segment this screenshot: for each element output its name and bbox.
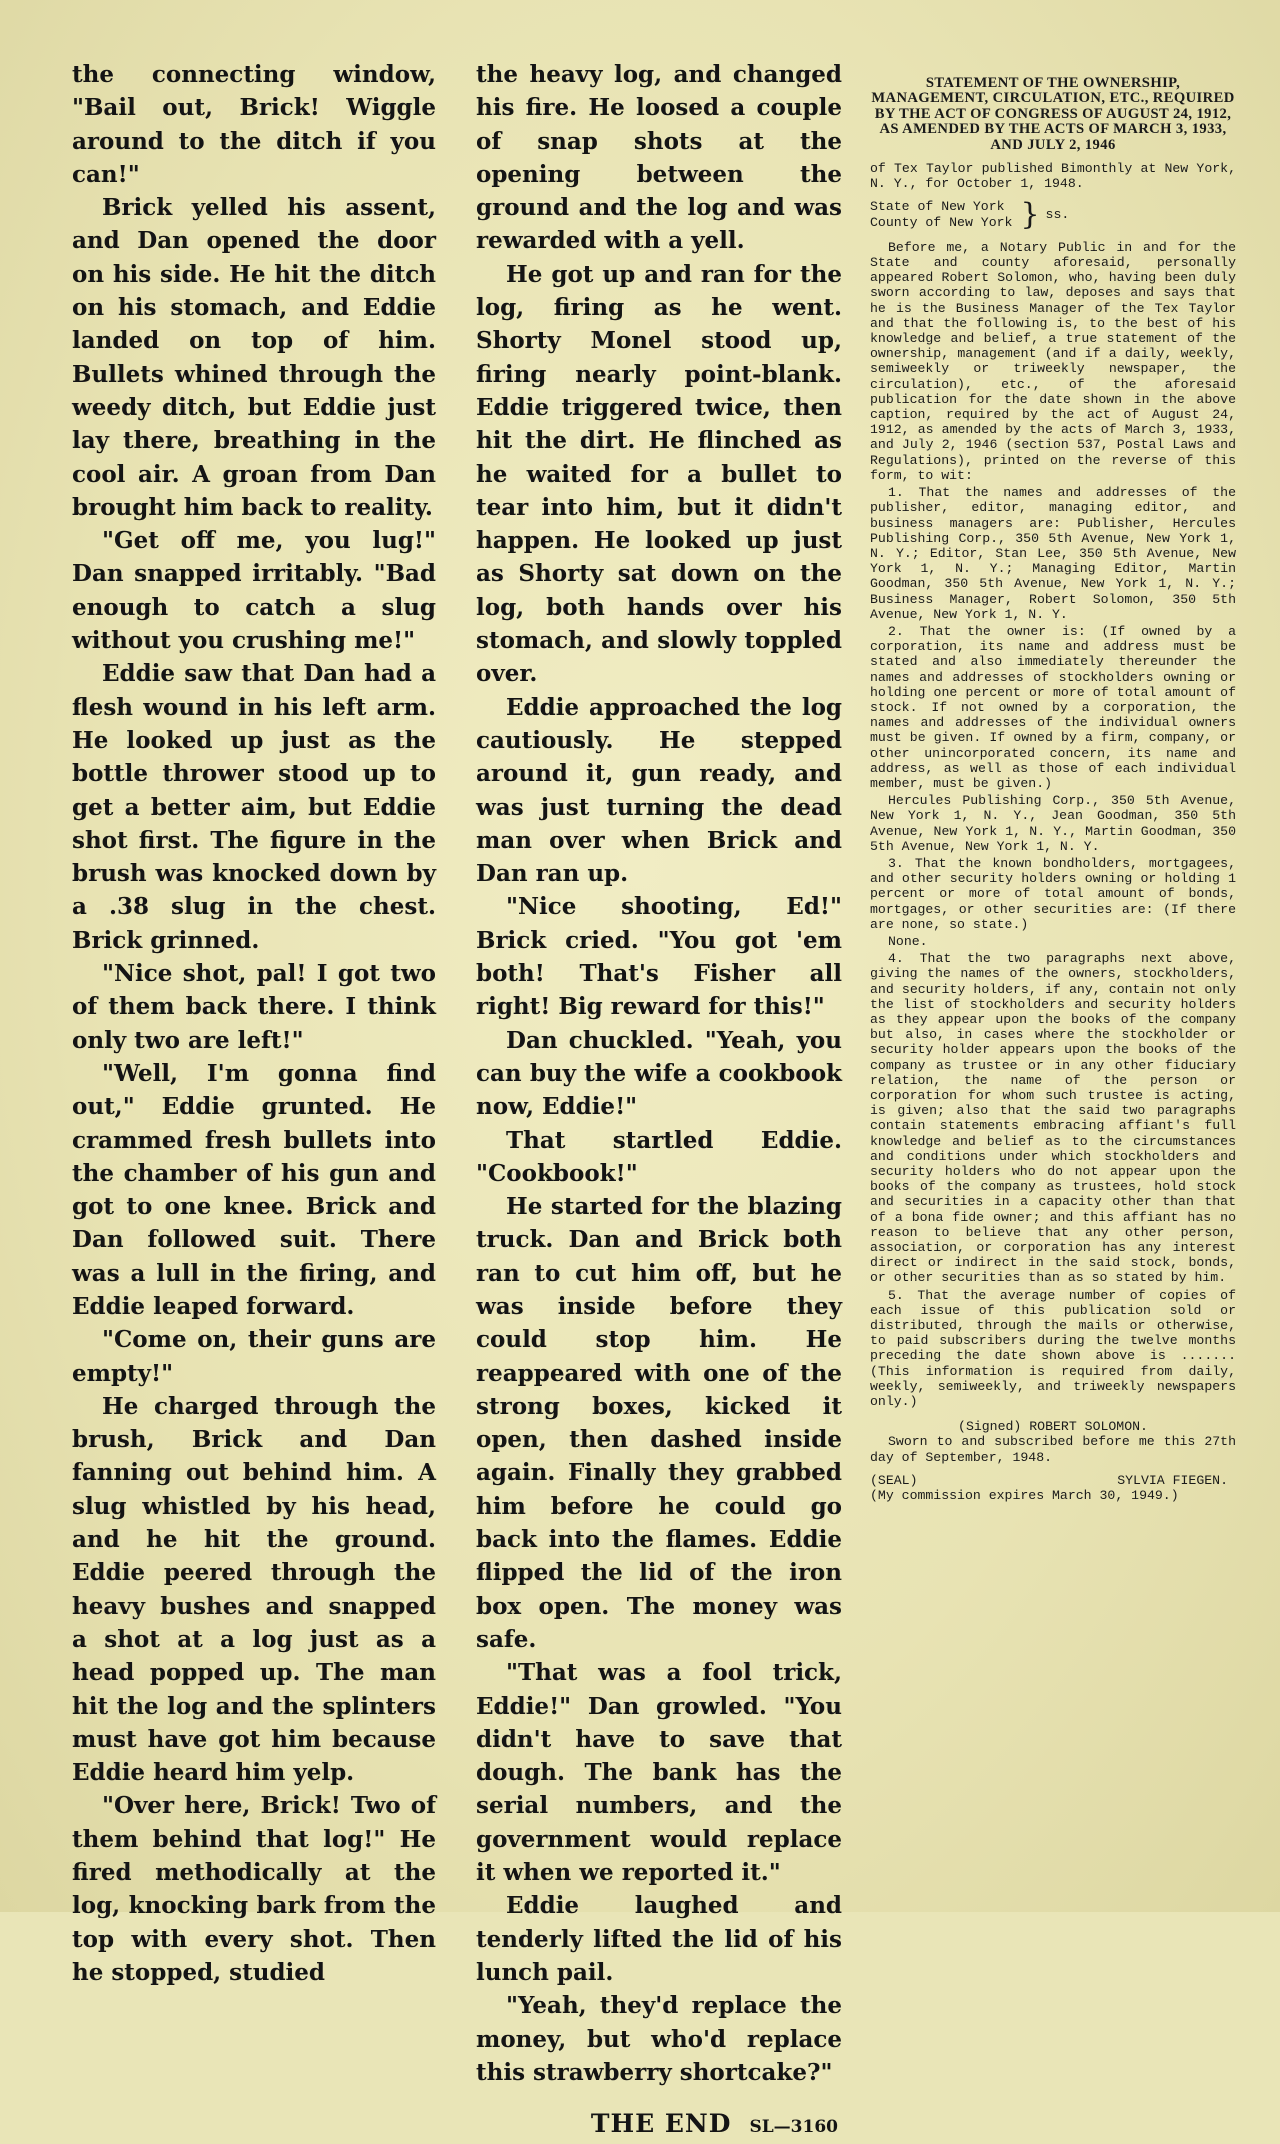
venue-ss: ss. xyxy=(1045,207,1070,223)
story-paragraph: "Yeah, they'd replace the money, but who'd replace this strawberry shortcake?" xyxy=(476,1992,842,2086)
venue-county: County of New York xyxy=(870,214,1013,230)
statement-paragraph: 1. That the names and addresses of the publisher, editor, managing editor, and business managers are: Publisher, Hercules Publishing Corp., 350 5th Avenue, New York 1, N. Y.; Editor, Stan Lee, 350 5th Avenue, New York 1, N. Y.; Managing Editor, Martin Goodman, 350 5th Avenue, New York 1, N. Y.; Business Manager, Robert Solomon, 350 5th Avenue, New York 1, N. Y. xyxy=(870,485,1236,622)
seal-label: (SEAL) xyxy=(870,1472,918,1488)
story-paragraph: He charged through the brush, Brick and Dan fanning out behind him. A slug whistled by his head, and he hit the ground. Eddie peered through the heavy bushes and snapped a shot at a log just as a head popped up. The man hit the log and the splinters must have got him because Eddie heard him yelp. xyxy=(72,1392,436,1787)
story-code: SL—3160 xyxy=(749,2117,838,2138)
story-paragraph: Eddie approached the log cautiously. He stepped around it, gun ready, and was just turning the dead man over when Brick and Dan ran up. xyxy=(476,693,842,888)
story-paragraph: the connecting window, "Bail out, Brick! Wiggle around to the ditch if you can!" xyxy=(72,61,436,188)
story-paragraph: "Get off me, you lug!" Dan snapped irritably. "Bad enough to catch a slug without you crushing me!" xyxy=(72,527,436,655)
story-paragraph: He got up and ran for the log, firing as he went. Shorty Monel stood up, firing nearly point-blank. Eddie triggered twice, then hit the dirt. He flinched as he waited for a bullet to tear into him, but it didn't happen. He looked up just as Shorty sat down on the log, both hands over his stomach, and slowly toppled over. xyxy=(476,260,842,688)
seal-row xyxy=(870,1473,1236,1488)
commission-line: (My commission expires March 30, 1949.) xyxy=(870,1488,1179,1504)
venue-state: State of New York xyxy=(870,199,1005,215)
story-paragraph: "Come on, their guns are empty!" xyxy=(72,1326,436,1387)
story-paragraph: He started for the blazing truck. Dan and Brick both ran to cut him off, but he was inside before they could stop him. He reappeared with one of the strong boxes, kicked it open, then dashed inside again. Finally they grabbed him before he could go back into the flames. Eddie flipped the lid of the iron box open. The money was safe. xyxy=(476,1193,842,1653)
statement-paragraph: Hercules Publishing Corp., 350 5th Avenue, New York 1, N. Y., Jean Goodman, 350 5th Avenue, New York 1, N. Y., Martin Goodman, 350 5th Avenue, New York 1, N. Y. xyxy=(870,793,1236,854)
notary-name: SYLVIA FIEGEN. xyxy=(1117,1472,1228,1488)
statement-paragraph: None. xyxy=(888,933,928,949)
story-column-2 xyxy=(476,58,842,2144)
story-paragraph: "That was a fool trick, Eddie!" Dan growled. "You didn't have to save that dough. The bank has the serial numbers, and the government would replace it when we reported it." xyxy=(476,1659,842,1887)
story-paragraph: Eddie saw that Dan had a flesh wound in his left arm. He looked up just as the bottle thrower stood up to get a better aim, but Eddie shot first. The figure in the brush was knocked down by a .38 slug in the chest. Brick grinned. xyxy=(72,660,436,954)
statement-heading: STATEMENT OF THE OWNERSHIP, MANAGEMENT, CIRCULATION, ETC., REQUIRED BY THE ACT OF CONGRESS OF AUGUST 24, 1912, AS AMENDED BY THE ACTS OF MARCH 3, 1933, AND JULY 2, 1946 xyxy=(871,75,1235,153)
story-paragraph: Eddie laughed and tenderly lifted the lid of his lunch pail. xyxy=(476,1892,842,1986)
story-paragraph: "Nice shooting, Ed!" Brick cried. "You got 'em both! That's Fisher all right! Big reward for this!" xyxy=(476,893,842,1021)
sworn-line: Sworn to and subscribed before me this 27th day of September, 1948. xyxy=(870,1434,1236,1465)
statement-intro: of Tex Taylor published Bimonthly at New York, N. Y., for October 1, 1948. xyxy=(870,161,1236,192)
venue-block xyxy=(870,196,1236,232)
story-paragraph: Dan chuckled. "Yeah, you can buy the wife a cookbook now, Eddie!" xyxy=(476,1026,842,1121)
story-paragraph: "Well, I'm gonna find out," Eddie grunted. He crammed fresh bullets into the chamber of his gun and got to one knee. Brick and Dan followed suit. There was a lull in the firing, and Eddie leaped forward. xyxy=(72,1059,436,1320)
story-paragraph: "Nice shot, pal! I got two of them back there. I think only two are left!" xyxy=(72,960,436,1054)
ownership-statement xyxy=(870,76,1236,1505)
statement-paragraph: 4. That the two paragraphs next above, giving the names of the owners, stockholders, and security holders, if any, contain not only the list of stockholders and security holders as they appear upon the books of the company but also, in cases where the stockholder or security holder appears upon the books of the company as trustee or in any other fiduciary relation, the name of the person or corporation for whom such trustee is acting, is given; also that the said two paragraphs contain statements embracing affiant's full knowledge and belief as to the circumstances and conditions under which stockholders and security holders who do not appear upon the books of the company as trustees, hold stock and securities in a capacity other than that of a bona fide owner; and this affiant has no reason to believe that any other person, association, or corporation has any interest direct or indirect in the said stock, bonds, or other securities than as so stated by him. xyxy=(870,951,1236,1286)
statement-paragraph: 5. That the average number of copies of each issue of this publication sold or distributed, through the mails or otherwise, to paid subscribers during the twelve months preceding the date shown above is ....... (This information is required from daily, weekly, semiweekly, and triweekly newspapers only.) xyxy=(870,1287,1236,1410)
story-paragraph: That startled Eddie. "Cookbook!" xyxy=(476,1126,842,1187)
story-paragraph: Brick yelled his assent, and Dan opened the door on his side. He hit the ditch on his stomach, and Eddie landed on top of him. Bullets whined through the weedy ditch, but Eddie just lay there, breathing in the cool air. A groan from Dan brought him back to reality. xyxy=(72,194,436,521)
statement-paragraph: 2. That the owner is: (If owned by a corporation, its name and address must be stated and also immediately thereunder the names and addresses of stockholders owning or holding one percent or more of total amount of stock. If not owned by a corporation, the names and addresses of the individual owners must be given. If owned by a firm, company, or other unincorporated concern, its name and address, as well as those of each individual member, must be given.) xyxy=(870,623,1236,791)
statement-paragraph: 3. That the known bondholders, mortgagees, and other security holders owning or holding 1 percent or more of total amount of bonds, mortgages, or other securities are: (If there are none, so state.) xyxy=(870,855,1236,932)
story-paragraph: the heavy log, and changed his fire. He loosed a couple of snap shots at the opening between the ground and the log and was rewarded with a yell. xyxy=(476,61,842,255)
the-end-title: THE END xyxy=(590,2109,732,2139)
statement-paragraph: Before me, a Notary Public in and for the State and county aforesaid, personally appeared Robert Solomon, who, having been duly sworn according to law, deposes and says that he is the Business Manager of the Tex Taylor and that the following is, to the best of his knowledge and belief, a true statement of the ownership, management (and if a daily, weekly, semiweekly or triweekly newspaper, the circulation), etc., of the aforesaid publication for the date shown in the above caption, required by the act of August 24, 1912, as amended by the acts of March 3, 1933, and July 2, 1946 (section 537, Postal Laws and Regulations), printed on the reverse of this form, to wit: xyxy=(870,239,1236,483)
story-end-line xyxy=(476,2107,842,2144)
story-paragraph: "Over here, Brick! Two of them behind that log!" He fired methodically at the log, knocking bark from the top with every shot. Then he stopped, studied xyxy=(72,1792,436,1986)
story-column-1 xyxy=(72,58,436,1989)
signature-line: (Signed) ROBERT SOLOMON. xyxy=(958,1419,1148,1435)
brace-glyph: } xyxy=(1020,196,1040,232)
